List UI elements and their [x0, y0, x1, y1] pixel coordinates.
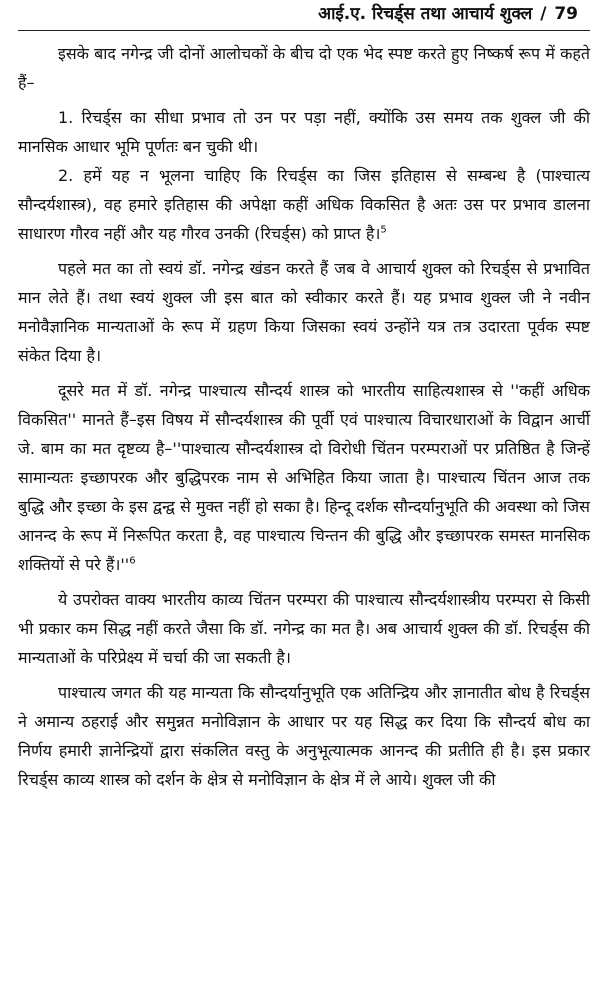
- footnote-reference: 6: [129, 555, 136, 567]
- paragraph-text: इसके बाद नगेन्द्र जी दोनों आलोचकों के बीच दो एक भेद स्पष्ट करते हुए निष्कर्ष रूप में कहते हैं–: [18, 44, 590, 92]
- paragraph: [18, 103, 590, 161]
- page-number: 79: [554, 4, 578, 24]
- running-header-title: आई.ए. रिचर्ड्स तथा आचार्य शुक्ल: [318, 4, 533, 24]
- paragraph: [18, 254, 590, 370]
- paragraph: [18, 161, 590, 248]
- paragraph: [18, 585, 590, 672]
- running-header: [18, 0, 590, 31]
- paragraph-text: 1. रिचर्ड्स का सीधा प्रभाव तो उन पर पड़ा नहीं, क्योंकि उस समय तक शुक्ल जी की मानसिक आधार भूमि पूर्णतः बन चुकी थी।: [18, 108, 590, 156]
- paragraph: [18, 376, 590, 579]
- paragraph-text: पाश्चात्य जगत की यह मान्यता कि सौन्दर्यानुभूति एक अतिन्द्रिय और ज्ञानातीत बोध है रिचर्ड्स ने अमान्य ठहराई और समुन्नत मनोविज्ञान के आधार पर यह सिद्ध कर दिया कि सौन्दर्य बोध का निर्णय हमारी ज्ञानेन्द्रियों द्वारा संकलित वस्तु के अनुभूत्यात्मक आनन्द की प्रतीति ही है। इस प्रकार रिचर्ड्स काव्य शास्त्र को दर्शन के क्षेत्र से मनोविज्ञान के क्षेत्र में ले आये। शुक्ल जी की: [18, 683, 590, 789]
- paragraph: [18, 678, 590, 794]
- body-text: [18, 39, 590, 794]
- paragraph-text: दूसरे मत में डॉ. नगेन्द्र पाश्चात्य सौन्दर्य शास्त्र को भारतीय साहित्यशास्त्र से ''कहीं अधिक विकसित'' मानते हैं–इस विषय में सौन्दर्यशास्त्र की पूर्वी एवं पाश्चात्य विचारधाराओं के विद्वान आर्ची जे. बाम का मत दृष्टव्य है–''पाश्चात्य सौन्दर्यशास्त्र दो विरोधी चिंतन परम्पराओं पर प्रतिष्ठित है जिन्हें सामान्यतः इच्छापरक और बुद्धिपरक नाम से अभिहित किया जाता है। पाश्चात्य चिंतन आज तक बुद्धि और इच्छा के इस द्वन्द्व से मुक्त नहीं हो सका है। हिन्दू दर्शक सौन्दर्यानुभूति की अवस्था को जिस आनन्द के रूप में निरूपित करता है, वह पाश्चात्य चिन्तन की बुद्धि और इच्छापरक समस्त मानसिक शक्तियों से परे हैं।'': [18, 381, 590, 574]
- paragraph-text: पहले मत का तो स्वयं डॉ. नगेन्द्र खंडन करते हैं जब वे आचार्य शुक्ल को रिचर्ड्स से प्रभावित मान लेते हैं। तथा स्वयं शुक्ल जी इस बात को स्वीकार करते हैं। यह प्रभाव शुक्ल जी ने नवीन मनोवैज्ञानिक मान्यताओं के रूप में ग्रहण किया जिसका स्वयं उन्होंने यत्र तत्र उदारता पूर्वक स्पष्ट संकेत दिया है।: [18, 259, 590, 365]
- paragraph: [18, 39, 590, 97]
- paragraph-text: ये उपरोक्त वाक्य भारतीय काव्य चिंतन परम्परा की पाश्चात्य सौन्दर्यशास्त्रीय परम्परा से किसी भी प्रकार कम सिद्ध नहीं करते जैसा कि डॉ. नगेन्द्र का मत है। अब आचार्य शुक्ल की डॉ. रिचर्ड्स की मान्यताओं के परिप्रेक्ष्य में चर्चा की जा सकती है।: [18, 590, 590, 667]
- footnote-reference: 5: [380, 224, 387, 236]
- paragraph-text: 2. हमें यह न भूलना चाहिए कि रिचर्ड्स का जिस इतिहास से सम्बन्ध है (पाश्चात्य सौन्दर्यशास्त्र), वह हमारे इतिहास की अपेक्षा कहीं अधिक विकसित है अतः उस पर प्रभाव डालना साधारण गौरव नहीं और यह गौरव उनकी (रिचर्ड्स) को प्राप्त है।: [18, 166, 590, 243]
- running-header-separator: /: [540, 4, 547, 24]
